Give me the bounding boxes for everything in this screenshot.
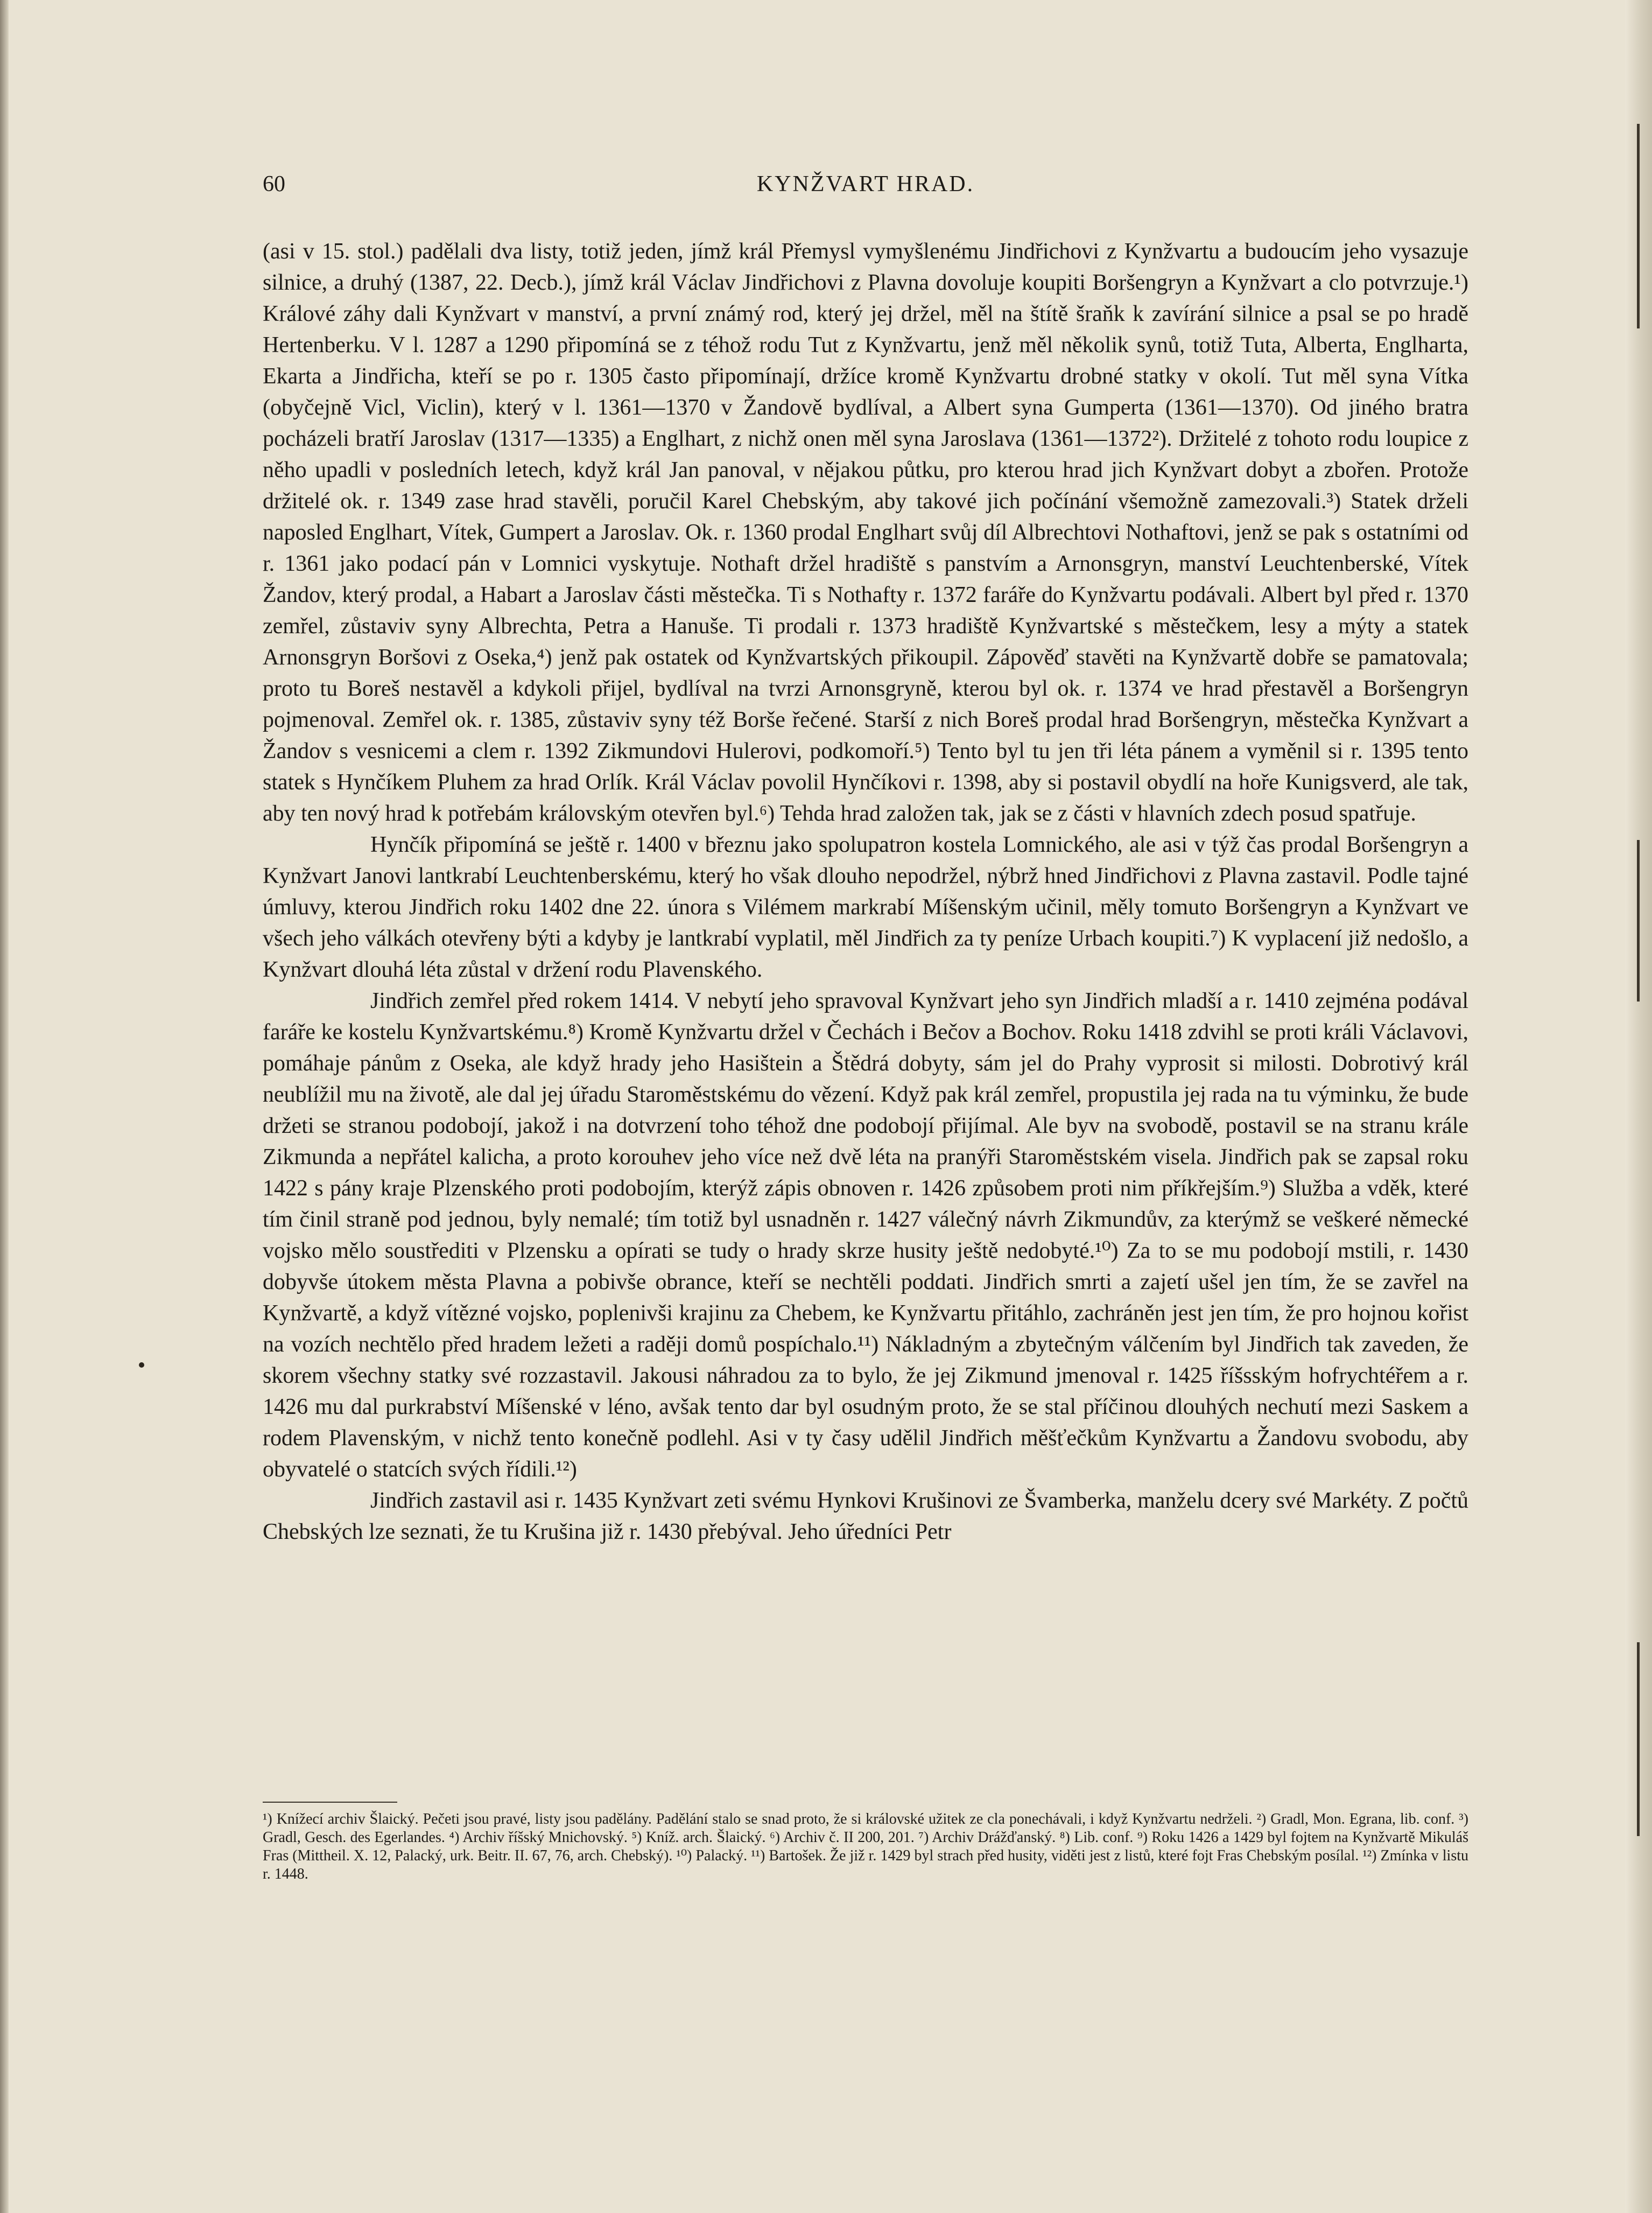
footnote-divider: [263, 1802, 397, 1803]
paragraph: Hynčík připomíná se ještě r. 1400 v březnu jako spolupatron kostela Lomnického, ale asi v týž čas prodal Boršengryn a Kynžvart Janovi lantkrabí Leuchtenberskému, který ho však dlouho nepodržel, nýbrž hned Jindřichovi z Plavna zastavil. Podle tajné úmluvy, kterou Jindřich roku 1402 dne 22. února s Vilémem markrabí Míšenským učinil, měly tomuto Boršengryn a Kynžvart ve všech jeho válkách otevřeny býti a kdyby je lantkrabí vyplatil, měl Jindřich za ty peníze Urbach koupiti.⁷) K vyplacení již nedošlo, a Kynžvart dlouhá léta zůstal v držení rodu Plavenského.: [263, 832, 1468, 982]
paragraph: Jindřich zastavil asi r. 1435 Kynžvart zeti svému Hynkovi Krušinovi ze Švamberka, manželu dcery své Markéty. Z počtů Chebských lze seznati, že tu Krušina již r. 1430 přebýval. Jeho úředníci Petr: [263, 1488, 1468, 1544]
running-title: KYNŽVART HRAD.: [756, 172, 975, 197]
binding-mark: [1637, 1642, 1640, 1836]
page-edge-left: [0, 0, 9, 2213]
binding-mark: [1637, 840, 1640, 1002]
footnotes: [263, 1810, 1468, 1883]
binding-mark: [1637, 124, 1640, 328]
page-edge-right: [1625, 0, 1652, 2213]
body-text: [263, 236, 1468, 1547]
footnote-text: ¹) Knížecí archiv Šlaický. Pečeti jsou pravé, listy jsou padělány. Padělání stalo se snad proto, že si královské užitek ze cla ponechávali, i když Kynžvartu nedrželi. ²) Gradl, Mon. Egrana, lib. conf. ³) Gradl, Gesch. des Egerlandes. ⁴) Archiv říšský Mnichovský. ⁵) Kníž. arch. Šlaický. ⁶) Archiv č. II 200, 201. ⁷) Archiv Drážďanský. ⁸) Lib. conf. ⁹) Roku 1426 a 1429 byl fojtem na Kynžvartě Mikuláš Fras (Mittheil. X. 12, Palacký, urk. Beitr. II. 67, 76, arch. Chebský). ¹⁰) Palacký. ¹¹) Bartošek. Že již r. 1429 byl strach před husity, viděti jest z listů, které fojt Fras Chebským posílal. ¹²) Zmínka v listu r. 1448.: [263, 1811, 1468, 1882]
page-number: 60: [263, 172, 285, 197]
paragraph: (asi v 15. stol.) padělali dva listy, totiž jeden, jímž král Přemysl vymyšlenému Jindřichovi z Kynžvartu a budoucím jeho vysazuje silnice, a druhý (1387, 22. Decb.), jímž král Václav Jindřichovi z Plavna dovoluje koupiti Boršengryn a Kynžvart a clo potvrzuje.¹) Králové záhy dali Kynžvart v manství, a první známý rod, který jej držel, měl na štítě šraňk k zavírání silnice a psal se po hradě Hertenberku. V l. 1287 a 1290 připomíná se z téhož rodu Tut z Kynžvartu, jenž měl několik synů, totiž Tuta, Alberta, Englharta, Ekarta a Jindřicha, kteří se po r. 1305 často připomínají, držíce kromě Kynžvartu drobné statky v okolí. Tut měl syna Vítka (obyčejně Vicl, Viclin), který v l. 1361—1370 v Žandově bydlíval, a Albert syna Gumperta (1361—1370). Od jiného bratra pocházeli bratří Jaroslav (1317—1335) a Englhart, z nichž onen měl syna Jaroslava (1361—1372²). Držitelé z tohoto rodu loupice z něho upadli v posledních letech, když král Jan panoval, v nějakou půtku, pro kterou hrad jich Kynžvart dobyt a zbořen. Protože držitelé ok. r. 1349 zase hrad stavěli, poručil Karel Chebským, aby takové jich počínání všemožně zamezovali.³) Statek drželi naposled Englhart, Vítek, Gumpert a Jaroslav. Ok. r. 1360 prodal Englhart svůj díl Albrechtovi Nothaftovi, jenž se pak s ostatními od r. 1361 jako podací pán v Lomnici vyskytuje. Nothaft držel hradiště s panstvím a Arnonsgryn, manství Leuchtenberské, Vítek Žandov, který prodal, a Habart a Jaroslav části městečka. Ti s Nothafty r. 1372 faráře do Kynžvartu podávali. Albert byl před r. 1370 zemřel, zůstaviv syny Albrechta, Petra a Hanuše. Ti prodali r. 1373 hradiště Kynžvartské s městečkem, lesy a mýty a statek Arnonsgryn Boršovi z Oseka,⁴) jenž pak ostatek od Kynžvartských přikoupil. Zápověď stavěti na Kynžvartě dobře se pamatovala; proto tu Boreš nestavěl a kdykoli přijel, bydlíval na tvrzi Arnonsgryně, kterou byl ok. r. 1374 ve hrad přestavěl a Boršengryn pojmenoval. Zemřel ok. r. 1385, zůstaviv syny též Borše řečené. Starší z nich Boreš prodal hrad Boršengryn, městečka Kynžvart a Žandov s vesnicemi a clem r. 1392 Zikmundovi Hulerovi, podkomoří.⁵) Tento byl tu jen tři léta pánem a vyměnil si r. 1395 tento statek s Hynčíkem Pluhem za hrad Orlík. Král Václav povolil Hynčíkovi r. 1398, aby si postavil obydlí na hoře Kunigsverd, ale tak, aby ten nový hrad k potřebám královským otevřen byl.⁶) Tehda hrad založen tak, jak se z části v hlavních zdech posud spatřuje.: [263, 239, 1468, 826]
page-speck: [139, 1362, 144, 1368]
page-header: [263, 171, 1468, 209]
paragraph: Jindřich zemřel před rokem 1414. V nebytí jeho spravoval Kynžvart jeho syn Jindřich mladší a r. 1410 zejména podával faráře ke kostelu Kynžvartskému.⁸) Kromě Kynžvartu držel v Čechách i Bečov a Bochov. Roku 1418 zdvihl se proti králi Václavovi, pomáhaje pánům z Oseka, ale když hrady jeho Hasištein a Štědrá dobyty, sám jel do Prahy vyprosit si milosti. Dobrotivý král neublížil mu na životě, ale dal jej úřadu Staroměstskému do vězení. Když pak král zemřel, propustila jej rada na tu výminku, že bude držeti se stranou podobojí, jakož i na dotvrzení toho téhož dne podobojí přijímal. Ale byv na svobodě, postavil se na stranu krále Zikmunda a nepřátel kalicha, a proto korouhev jeho více než dvě léta na pranýři Staroměstském visela. Jindřich pak se zapsal roku 1422 s pány kraje Plzenského proti podobojím, kterýž zápis obnoven r. 1426 způsobem proti nim příkřejším.⁹) Služba a vděk, které tím činil straně pod jednou, byly nemalé; tím totiž byl usnadněn r. 1427 válečný návrh Zikmundův, za kterýmž se veškeré německé vojsko mělo soustřediti v Plzensku a opírati se tudy o hrady skrze husity ještě nedobyté.¹⁰) Za to se mu podobojí mstili, r. 1430 dobyvše útokem města Plavna a pobivše obrance, kteří se nechtěli poddati. Jindřich smrti a zajetí ušel jen tím, že se zavřel na Kynžvartě, a když vítězné vojsko, poplenivši krajinu za Chebem, ke Kynžvartu přitáhlo, zachráněn jest jen tím, že pro hojnou kořist na vozích nechtělo před hradem ležeti a raději domů pospíchalo.¹¹) Nákladným a zbytečným válčením byl Jindřich tak zaveden, že skorem všechny statky své rozzastavil. Jakousi náhradou za to bylo, že jej Zikmund jmenoval r. 1425 říšsským hofrychtéřem a r. 1426 mu dal purkrabství Míšenské v léno, avšak tento dar byl osudným proto, že se stal příčinou dlouhých nechutí mezi Saskem a rodem Plavenským, v nichž tento konečně podlehl. Asi v ty časy udělil Jindřich měšťečkům Kynžvartu a Žandovu svobodu, aby obyvatelé o statcích svých řídili.¹²): [263, 989, 1468, 1482]
